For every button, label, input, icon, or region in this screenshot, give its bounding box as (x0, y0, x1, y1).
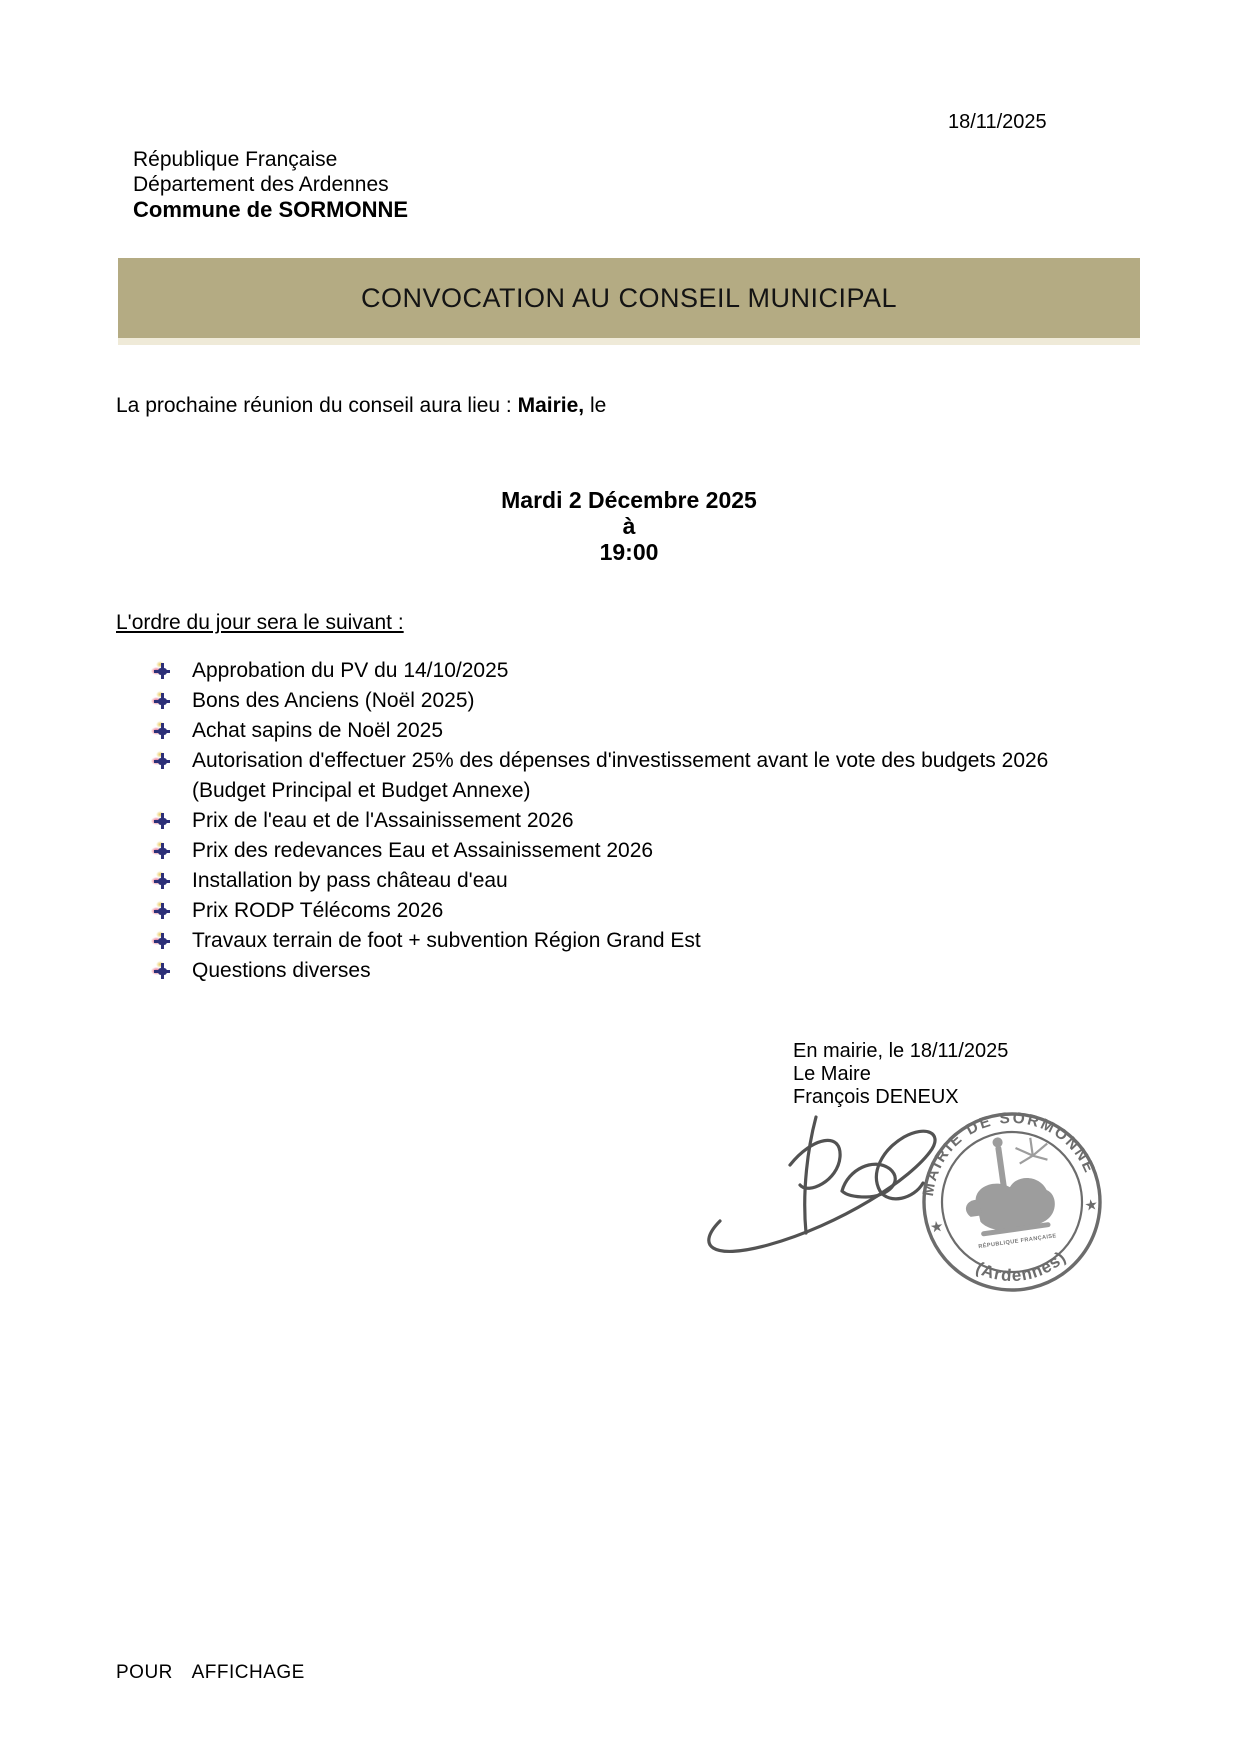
document-date: 18/11/2025 (948, 111, 1047, 133)
stamp-right-star-icon: ★ (1083, 1196, 1100, 1215)
meeting-time: 19:00 (599, 539, 659, 565)
agenda-item (153, 896, 1072, 926)
arrow-bullet-icon (154, 933, 170, 949)
arrow-bullet-icon (154, 873, 170, 889)
arrow-bullet-icon (154, 693, 170, 709)
agenda-item-text: Approbation du PV du 14/10/2025 (192, 659, 509, 682)
agenda-item (153, 956, 1072, 986)
agenda-item (153, 926, 1072, 956)
agenda-item-text: Bons des Anciens (Noël 2025) (192, 689, 475, 712)
arrow-bullet-icon (154, 903, 170, 919)
sender-departement: Département des Ardennes (133, 173, 389, 196)
agenda-item-text: Autorisation d'effectuer 25% des dépenses d'investissement avant le vote des budgets 2026 (Budget Principal et Budget Annexe) (192, 749, 1049, 802)
footer-affichage: POUR AFFICHAGE (116, 1662, 305, 1683)
agenda-item (153, 866, 1072, 896)
municipal-stamp (917, 1107, 1107, 1297)
agenda-item (153, 746, 1072, 806)
stamp-center-text: RÉPUBLIQUE FRANÇAISE (978, 1233, 1058, 1251)
agenda-item-text: Travaux terrain de foot + subvention Région Grand Est (192, 929, 701, 952)
stamp-top-text: MAIRIE DE SORMONNE (919, 1109, 1099, 1198)
document-title: CONVOCATION AU CONSEIL MUNICIPAL (360, 282, 898, 313)
arrow-bullet-icon (154, 813, 170, 829)
agenda-item-text: Achat sapins de Noël 2025 (192, 719, 444, 742)
stamp-bottom-text: (Ardennes) (972, 1247, 1070, 1286)
signature-name: François DENEUX (793, 1086, 959, 1108)
agenda-item-text: Questions diverses (192, 959, 371, 982)
intro-prefix: La prochaine réunion du conseil aura lieu : (116, 394, 518, 417)
agenda-item (153, 836, 1072, 866)
agenda-item-text: Prix des redevances Eau et Assainissement 2026 (192, 839, 654, 862)
agenda-item-text: Prix de l'eau et de l'Assainissement 2026 (192, 809, 574, 832)
agenda-item (153, 806, 1072, 836)
agenda-item (153, 686, 1072, 716)
arrow-bullet-icon (154, 753, 170, 769)
arrow-bullet-icon (154, 843, 170, 859)
agenda-item (153, 656, 1072, 686)
signature-place-date: En mairie, le 18/11/2025 (793, 1040, 1009, 1062)
agenda-heading: L'ordre du jour sera le suivant : (116, 611, 404, 634)
agenda-item-text: Installation by pass château d'eau (192, 869, 508, 892)
stamp-left-star-icon: ★ (928, 1217, 945, 1237)
agenda-item-text: Prix RODP Télécoms 2026 (192, 899, 444, 922)
meeting-datetime-block (118, 487, 1140, 565)
signature-role: Le Maire (793, 1063, 871, 1085)
intro-place: Mairie, (517, 394, 585, 417)
agenda-item (153, 716, 1072, 746)
stamp-emblem (957, 1131, 1059, 1239)
meeting-date: Mardi 2 Décembre 2025 (501, 487, 757, 513)
title-banner (118, 258, 1140, 345)
sender-republique: République Française (133, 148, 338, 171)
sender-block (133, 147, 408, 222)
intro-suffix: le (584, 394, 607, 417)
arrow-bullet-icon (154, 663, 170, 679)
arrow-bullet-icon (154, 723, 170, 739)
intro-line (116, 394, 606, 418)
meeting-at: à (622, 513, 636, 539)
sender-commune: Commune de SORMONNE (133, 197, 409, 222)
arrow-bullet-icon (154, 963, 170, 979)
agenda-list (153, 656, 1072, 986)
